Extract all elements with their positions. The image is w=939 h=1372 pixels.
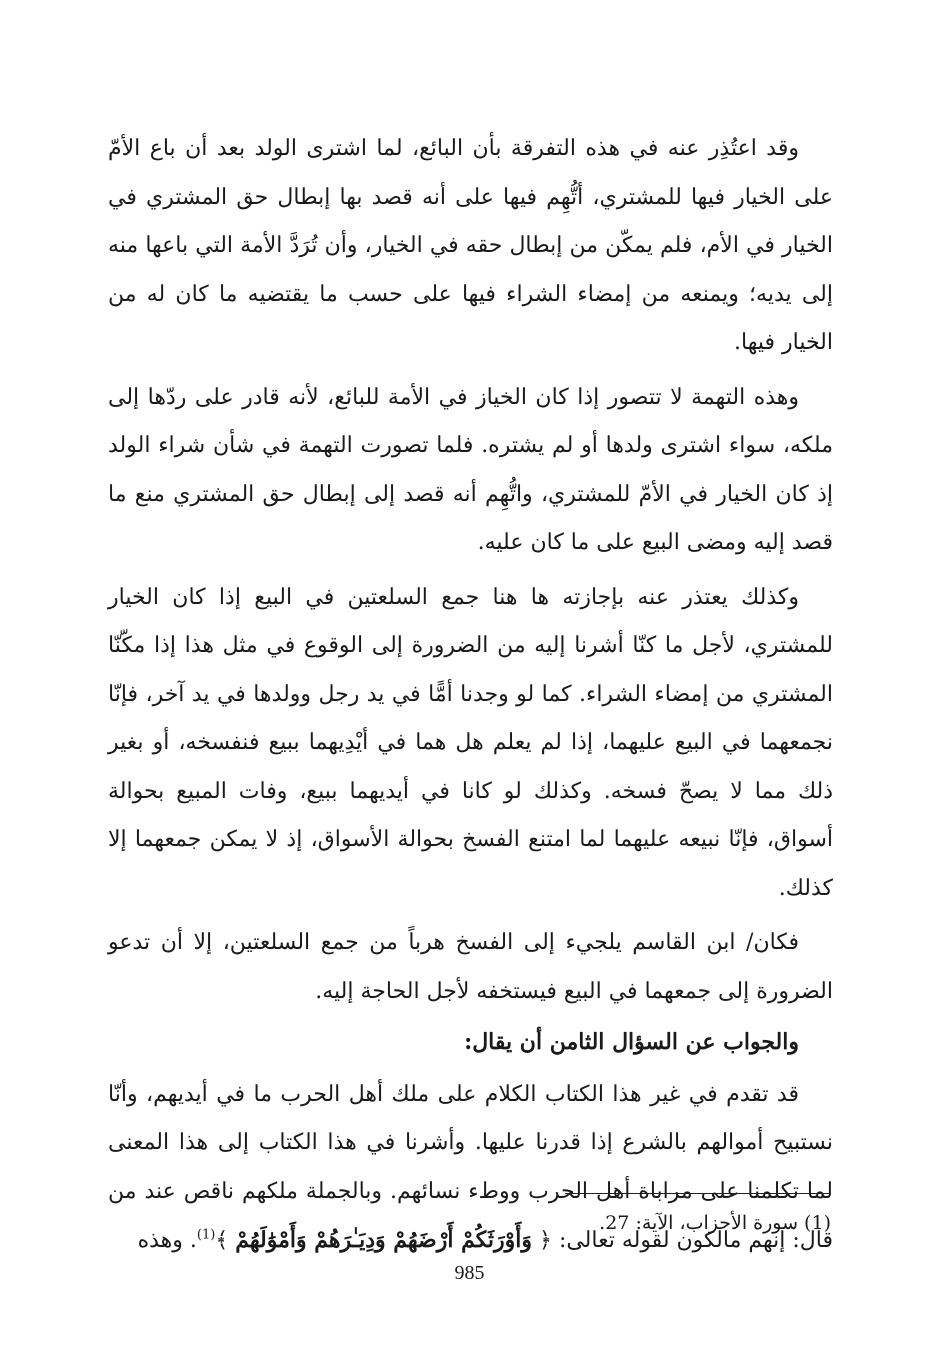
paragraph-1: وقد اعتُذِر عنه في هذه التفرقة بأن البائع، لما اشترى الولد بعد أن باع الأمّ على الخيار فيها للمشتري، أتُّهِم فيها على أنه قصد بها إبطال حق المشتري في الخيار في الأم، فلم يمكّن من إبطال حقه في الخيار، وأن تُرَدَّ الأمة التي باعها منه إلى يديه؛ ويمنعه من إمضاء الشراء فيها على حسب ما يقتضيه ما كان له من الخيار فيها.: [108, 136, 833, 355]
footnote: (1) سورة الأحزاب، الآية: 27.: [599, 1212, 831, 1234]
page-body: [108, 125, 833, 1266]
page-number: 985: [454, 1262, 485, 1284]
verse-close-bracket: ﴾: [215, 1228, 229, 1253]
verse-open-bracket: ﴿: [539, 1228, 552, 1253]
footnote-divider: [565, 1193, 831, 1194]
paragraph-5-tail: . وهذه: [137, 1228, 197, 1253]
paragraph-4: فكان/ ابن القاسم يلجيء إلى الفسخ هرباً من جمع السلعتين، إلا أن تدعو الضرورة إلى جمعهما في البيع فيستخفه لأجل الحاجة إليه.: [108, 930, 833, 1004]
section-heading: والجواب عن السؤال الثامن أن يقال:: [464, 1029, 799, 1055]
paragraph-3: وكذلك يعتذر عنه بإجازته ها هنا جمع السلعتين في البيع إذا كان الخيار للمشتري، لأجل ما كنّا أشرنا إليه من الضرورة إلى الوقوع في مثل هذا إذا مكّنّا المشتري من إمضاء الشراء. كما لو وجدنا أمًّا في يد رجل وولدها في يد آخر، فإنّا نجمعهما في البيع عليهما، إذا لم يعلم هل هما في أيْدِيهما ببيع فنفسخه، أو بغير ذلك مما لا يصحّ فسخه. وكذلك لو كانا في أيديهما ببيع، وفات المبيع بحوالة أسواق، فإنّا نبيعه عليهما لما امتنع الفسخ بحوالة الأسواق، إذ لا يمكن جمعهما إلا كذلك.: [108, 584, 833, 901]
paragraph-2: وهذه التهمة لا تتصور إذا كان الخياز في الأمة للبائع، لأنه قادر على ردّها إلى ملكه، سواء اشترى ولدها أو لم يشتره. فلما تصورت التهمة في شأن شراء الولد إذ كان الخيار في الأمّ للمشتري، واتُّهِم أنه قصد إلى إبطال حق المشتري منع ما قصد إليه ومضى البيع على ما كان عليه.: [108, 384, 833, 555]
footnote-reference: (1): [196, 1227, 216, 1243]
paragraph-5-text: قد تقدم في غير هذا الكتاب الكلام على ملك أهل الحرب ما في أيديهم، وأنّا نستبيح أموالهم بالشرع إذا قدرنا عليها. وأشرنا في هذا الكتاب إلى هذا المعنى لما تكلمنا على مراباة أهل الحرب ووطء نسائهم. وبالجملة ملكهم ناقص عند من قال: إنهم مالكون لقوله تعالى:: [108, 1081, 833, 1253]
quran-verse: وَأَوْرَثَكُمْ أَرْضَهُمْ وَدِيَـٰرَهُمْ وَأَمْوَٰلَهُمْ: [235, 1227, 533, 1253]
